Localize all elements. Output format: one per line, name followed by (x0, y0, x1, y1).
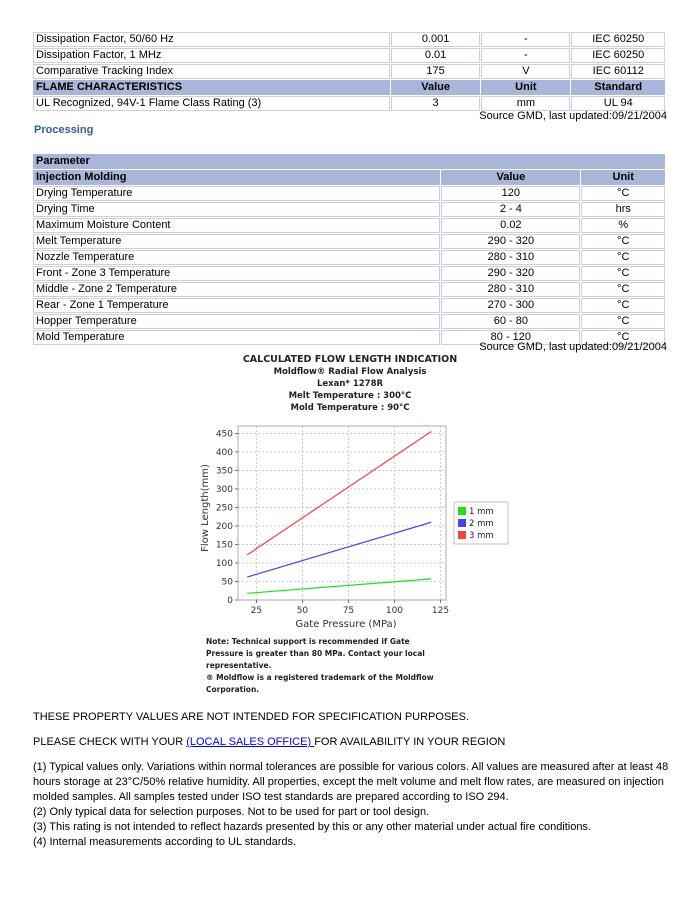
chart-subtitle-line: Mold Temperature : 90°C (290, 403, 410, 413)
legend-entry: 2 mm (469, 519, 494, 529)
standard-column-header: Standard (571, 80, 665, 95)
footnote: (2) Only typical data for selection purposes. Not to be used for part or tool design. (33, 806, 430, 818)
table-row (33, 96, 665, 111)
parameter-unit: °C (581, 330, 665, 345)
table-row (33, 186, 665, 201)
x-tick-label: 75 (342, 606, 355, 616)
local-sales-office-link[interactable]: (LOCAL SALES OFFICE) (186, 736, 315, 748)
parameter-name: Middle - Zone 2 Temperature (33, 282, 440, 297)
parameter-value: 290 - 320 (441, 266, 580, 281)
property-name: UL Recognized, 94V-1 Flame Class Rating (3) (33, 96, 390, 111)
table-row (33, 298, 665, 313)
parameter-unit: hrs (581, 202, 665, 217)
y-tick-label: 350 (215, 466, 233, 477)
y-tick-label: 150 (215, 540, 233, 551)
parameter-value: 80 - 120 (441, 330, 580, 345)
property-value: 3 (391, 96, 480, 111)
parameter-value: 290 - 320 (441, 234, 580, 249)
parameter-name: Drying Time (33, 202, 440, 217)
x-tick-label: 25 (250, 606, 263, 616)
processing-table (32, 153, 666, 346)
processing-section-title: Processing (34, 124, 94, 136)
property-value: 175 (391, 64, 480, 79)
property-unit: mm (481, 96, 570, 111)
parameter-name: Mold Temperature (33, 330, 440, 345)
property-unit: - (481, 48, 570, 63)
parameter-value: 280 - 310 (441, 282, 580, 297)
parameter-unit: % (581, 218, 665, 233)
x-axis-label: Gate Pressure (MPa) (295, 619, 397, 630)
y-tick-label: 400 (215, 447, 233, 458)
x-tick-label: 50 (296, 606, 309, 616)
chart-note-line: Note: Technical support is recommended if Gate (206, 637, 410, 646)
property-value: 0.01 (391, 48, 480, 63)
x-tick-label: 125 (431, 606, 450, 616)
parameter-value: 270 - 300 (441, 298, 580, 313)
parameter-value: 0.02 (441, 218, 580, 233)
chart-note-line: ® Moldflow is a registered trademark of the Moldflow (206, 673, 434, 682)
table-row (33, 202, 665, 217)
property-standard: IEC 60250 (571, 48, 665, 63)
y-tick-label: 50 (221, 577, 233, 588)
parameter-unit: °C (581, 234, 665, 249)
legend-entry: 1 mm (469, 507, 494, 517)
parameter-value: 280 - 310 (441, 250, 580, 265)
parameter-header-row (33, 154, 665, 169)
parameter-unit: °C (581, 186, 665, 201)
parameter-unit: °C (581, 282, 665, 297)
property-name: Dissipation Factor, 50/60 Hz (33, 32, 390, 47)
footnote: (4) Internal measurements according to UL standards. (33, 836, 297, 848)
processing-source-note: Source GMD, last updated:09/21/2004 (479, 341, 667, 353)
parameter-name: Nozzle Temperature (33, 250, 440, 265)
chart-note-line: Pressure is greater than 80 MPa. Contact your local (206, 649, 425, 658)
chart-subtitle-line: Lexan* 1278R (316, 379, 384, 389)
parameter-unit: °C (581, 298, 665, 313)
x-tick-label: 100 (385, 606, 404, 616)
table-row (33, 64, 665, 79)
parameter-name: Drying Temperature (33, 186, 440, 201)
property-standard: UL 94 (571, 96, 665, 111)
chart-note-line: representative. (206, 661, 272, 670)
table-row (33, 266, 665, 281)
y-tick-label: 100 (215, 558, 233, 569)
chart-subtitle-line: Melt Temperature : 300°C (288, 391, 412, 401)
y-tick-label: 300 (215, 484, 233, 495)
unit-column-header: Unit (581, 170, 665, 185)
parameter-name: Hopper Temperature (33, 314, 440, 329)
parameter-value: 60 - 80 (441, 314, 580, 329)
y-axis-label: Flow Length(mm) (200, 464, 211, 552)
parameter-name: Front - Zone 3 Temperature (33, 266, 440, 281)
parameter-header: Parameter (33, 154, 665, 169)
top-source-note: Source GMD, last updated:09/21/2004 (479, 110, 667, 122)
chart-subtitle-line: Moldflow® Radial Flow Analysis (273, 367, 427, 377)
y-tick-label: 0 (227, 596, 233, 606)
property-name: Dissipation Factor, 1 MHz (33, 48, 390, 63)
parameter-name: Rear - Zone 1 Temperature (33, 298, 440, 313)
property-standard: IEC 60250 (571, 32, 665, 47)
availability-line: PLEASE CHECK WITH YOUR (LOCAL SALES OFFICE) FOR AVAILABILITY IN YOUR REGION (33, 736, 506, 748)
injection-molding-header-row (33, 170, 665, 185)
property-unit: V (481, 64, 570, 79)
property-unit: - (481, 32, 570, 47)
legend-swatch (458, 531, 466, 539)
chart-note-line: Corporation. (206, 685, 260, 694)
table-row (33, 234, 665, 249)
disclaimer-text: THESE PROPERTY VALUES ARE NOT INTENDED FOR SPECIFICATION PURPOSES. (33, 711, 470, 723)
y-tick-label: 450 (215, 429, 233, 440)
footnote: (1) Typical values only. Variations within normal tolerances are possible for various colors. All values are measured after at least 48 hours storage at 23°C/50% relative humidity. All properties, except the melt volume and melt flow rates, are measured on injection molded samples. All samples tested under ISO test standards are prepared according to ISO 294. (33, 761, 669, 803)
property-name: Comparative Tracking Index (33, 64, 390, 79)
property-value: 0.001 (391, 32, 480, 47)
value-column-header: Value (441, 170, 580, 185)
value-column-header: Value (391, 80, 480, 95)
table-row (33, 282, 665, 297)
table-row (33, 48, 665, 63)
table-row (33, 218, 665, 233)
footnote: (3) This rating is not intended to reflect hazards presented by this or any other material under actual fire conditions. (33, 821, 592, 833)
parameter-unit: °C (581, 250, 665, 265)
property-standard: IEC 60112 (571, 64, 665, 79)
legend-entry: 3 mm (469, 531, 494, 541)
unit-column-header: Unit (481, 80, 570, 95)
parameter-unit: °C (581, 266, 665, 281)
legend-swatch (458, 519, 466, 527)
chart-title: CALCULATED FLOW LENGTH INDICATION (242, 354, 458, 365)
parameter-value: 2 - 4 (441, 202, 580, 217)
parameter-value: 120 (441, 186, 580, 201)
y-tick-label: 250 (215, 503, 233, 514)
flame-header-row (33, 80, 665, 95)
parameter-unit: °C (581, 314, 665, 329)
parameter-name: Maximum Moisture Content (33, 218, 440, 233)
legend-swatch (458, 507, 466, 515)
flame-header-title: FLAME CHARACTERISTICS (33, 80, 390, 95)
flow-length-chart (196, 352, 516, 697)
y-tick-label: 200 (215, 521, 233, 532)
table-row (33, 314, 665, 329)
injection-molding-header: Injection Molding (33, 170, 440, 185)
parameter-name: Melt Temperature (33, 234, 440, 249)
properties-table (32, 31, 666, 112)
table-row (33, 32, 665, 47)
notes-section (33, 710, 673, 850)
table-row (33, 250, 665, 265)
